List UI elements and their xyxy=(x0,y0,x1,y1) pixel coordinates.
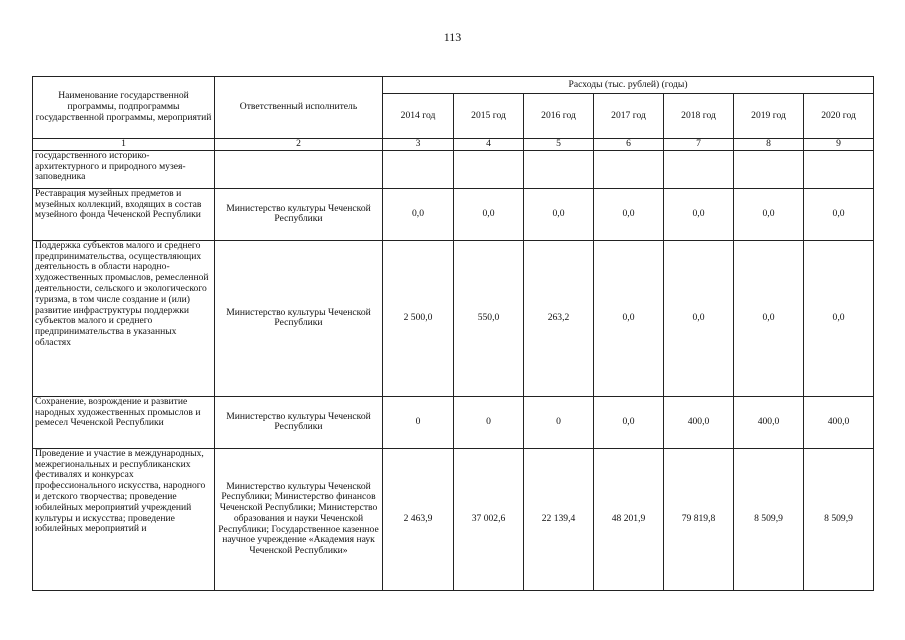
expense-value: 0,0 xyxy=(524,188,594,240)
expense-value: 22 139,4 xyxy=(524,448,594,590)
expense-value xyxy=(383,150,454,188)
column-number: 1 xyxy=(33,139,215,151)
table-row xyxy=(33,396,874,448)
activity-name: Поддержка субъектов малого и среднего предпринимательства, осуществляющих деятельность в области народно-художественных промыслов, ремесленной деятельности, сельского и экологического туризма, в том числе создание и (или) развитие инфраструктуры поддержки субъектов малого и среднего предпринимательства в указанных областях xyxy=(33,240,215,396)
expense-value: 0,0 xyxy=(734,188,804,240)
expense-value: 550,0 xyxy=(454,240,524,396)
expense-value: 0,0 xyxy=(664,188,734,240)
expense-value: 48 201,9 xyxy=(594,448,664,590)
expense-value: 0,0 xyxy=(664,240,734,396)
header-row-1 xyxy=(33,77,874,94)
header-year: 2016 год xyxy=(524,94,594,139)
table-row xyxy=(33,240,874,396)
column-number: 5 xyxy=(524,139,594,151)
column-number: 9 xyxy=(804,139,874,151)
expense-value: 0,0 xyxy=(804,240,874,396)
expense-value: 400,0 xyxy=(664,396,734,448)
expense-value: 400,0 xyxy=(734,396,804,448)
expense-value xyxy=(524,150,594,188)
expense-value: 8 509,9 xyxy=(734,448,804,590)
header-expenses: Расходы (тыс. рублей) (годы) xyxy=(383,77,874,94)
header-year: 2014 год xyxy=(383,94,454,139)
expense-value: 0,0 xyxy=(594,188,664,240)
expense-value xyxy=(594,150,664,188)
responsible-executor: Министерство культуры Чеченской Республики xyxy=(215,396,383,448)
activity-name: Проведение и участие в международных, межрегиональных и республиканских фестивалях и конкурсах профессионального искусства, народного и детского творчества; проведение юбилейных мероприятий учреждений культуры и искусства; проведение юбилейных мероприятий и xyxy=(33,448,215,590)
column-number: 4 xyxy=(454,139,524,151)
budget-table xyxy=(32,76,874,591)
expense-value: 263,2 xyxy=(524,240,594,396)
responsible-executor: Министерство культуры Чеченской Республики xyxy=(215,240,383,396)
responsible-executor xyxy=(215,150,383,188)
expense-value: 0,0 xyxy=(454,188,524,240)
activity-name: Сохранение, возрождение и развитие народных художественных промыслов и ремесел Чеченской Республики xyxy=(33,396,215,448)
expense-value: 2 463,9 xyxy=(383,448,454,590)
expense-value: 400,0 xyxy=(804,396,874,448)
expense-value xyxy=(454,150,524,188)
header-year: 2019 год xyxy=(734,94,804,139)
expense-value: 8 509,9 xyxy=(804,448,874,590)
header-name-col: Наименование государственной программы, подпрограммы государственной программы, мероприятий xyxy=(33,77,215,139)
header-year: 2018 год xyxy=(664,94,734,139)
expense-value: 37 002,6 xyxy=(454,448,524,590)
expense-value: 2 500,0 xyxy=(383,240,454,396)
header-year: 2020 год xyxy=(804,94,874,139)
responsible-executor: Министерство культуры Чеченской Республики xyxy=(215,188,383,240)
expense-value: 0 xyxy=(524,396,594,448)
page-number: 113 xyxy=(443,30,462,44)
activity-name: государственного историко-архитектурного и природного музея-заповедника xyxy=(33,150,215,188)
header-year: 2015 год xyxy=(454,94,524,139)
header-resp-col: Ответственный исполнитель xyxy=(215,77,383,139)
expense-value: 79 819,8 xyxy=(664,448,734,590)
table-row xyxy=(33,150,874,188)
responsible-executor: Министерство культуры Чеченской Республики; Министерство финансов Чеченской Республики; Министерство образования и науки Чеченской Республики; Государственное казенное научное учреждение «Академия наук Чеченской Республики» xyxy=(215,448,383,590)
column-number: 6 xyxy=(594,139,664,151)
column-number: 3 xyxy=(383,139,454,151)
column-number-row xyxy=(33,139,874,151)
expense-value xyxy=(734,150,804,188)
expense-value: 0,0 xyxy=(383,188,454,240)
table-row xyxy=(33,448,874,590)
header-year: 2017 год xyxy=(594,94,664,139)
expense-value: 0,0 xyxy=(594,396,664,448)
expense-value xyxy=(804,150,874,188)
expense-value: 0,0 xyxy=(594,240,664,396)
column-number: 7 xyxy=(664,139,734,151)
column-number: 2 xyxy=(215,139,383,151)
activity-name: Реставрация музейных предметов и музейных коллекций, входящих в состав музейного фонда Чеченской Республики xyxy=(33,188,215,240)
table-row xyxy=(33,188,874,240)
expense-value: 0 xyxy=(383,396,454,448)
expense-value: 0,0 xyxy=(734,240,804,396)
expense-value: 0 xyxy=(454,396,524,448)
column-number: 8 xyxy=(734,139,804,151)
expense-value xyxy=(664,150,734,188)
expense-value: 0,0 xyxy=(804,188,874,240)
